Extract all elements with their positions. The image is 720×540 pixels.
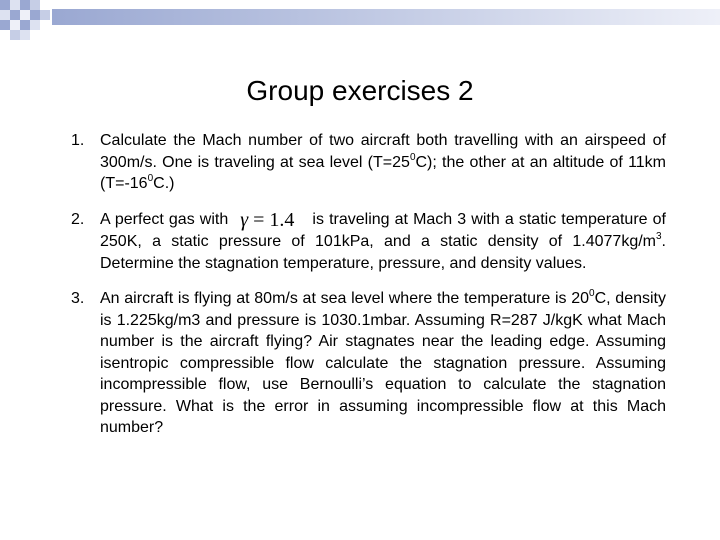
gamma-symbol: γ xyxy=(240,208,249,231)
exercise-text: C, density is 1.225kg/m3 and pressure is 1030.1mbar. Assuming R=287 J/kgK what Mach number is the aircraft flying? Air stagnates near the leading edge. Assuming isentropic compressible flow calculate the stagnation pressure. Assuming incompressible flow, use Bernoulli’s equation to calculate the stagnation pressure. What is the error in assuming incompressible flow at this Mach number? xyxy=(100,290,667,436)
exercise-text: Calculate the Mach number of two aircraft both travelling with an airspeed of 300m/s. One is traveling at sea level (T=25 xyxy=(100,132,666,171)
exercise-text: . Determine the stagnation temperature, pressure, and density values. xyxy=(100,233,666,272)
list-number: 3. xyxy=(71,290,85,307)
superscript: 3 xyxy=(655,231,662,242)
superscript: 0 xyxy=(589,288,595,299)
slide-title: Group exercises 2 xyxy=(246,75,474,106)
exercise-item-2 xyxy=(70,209,666,275)
list-number: 2. xyxy=(71,210,85,228)
gamma-equation xyxy=(228,210,312,232)
banner-graphic xyxy=(0,0,720,44)
exercise-text: C.) xyxy=(153,175,175,192)
exercise-text: An aircraft is flying at 80m/s at sea level where the temperature is 20 xyxy=(100,290,590,307)
exercise-text: A perfect gas with xyxy=(100,210,229,228)
exercise-text: C); the other at an altitude of 11km (T=-16 xyxy=(100,153,667,192)
exercise-item-1 xyxy=(70,130,666,195)
decorative-banner xyxy=(0,0,720,44)
superscript: 0 xyxy=(147,173,154,184)
exercise-item-3 xyxy=(70,288,666,439)
equation-value: = 1.4 xyxy=(248,208,295,231)
superscript: 0 xyxy=(409,151,416,163)
exercise-text: is traveling at Mach 3 with a static temperature of 250K, a static pressure of 101kPa, and a static density of 1.4077kg/m xyxy=(100,210,666,250)
exercise-list xyxy=(70,130,666,439)
list-number: 1. xyxy=(71,132,85,149)
